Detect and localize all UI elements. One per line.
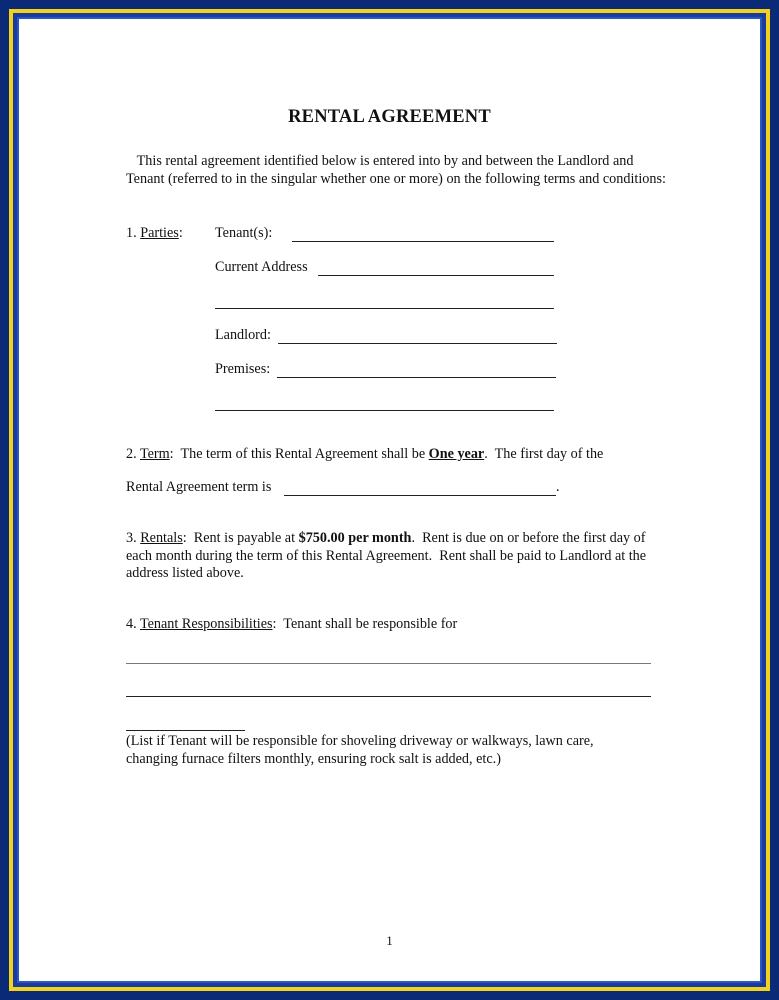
premises-blank-line-2[interactable] [215,410,554,411]
rentals-number: 3. [126,530,137,546]
intro-text: This rental agreement identified below is entered into by and between the Landlord and Tenant (referred to in the singular whether one or more) on the following terms and conditions: [126,153,666,187]
rentals-text-a: : Rent is payable at [182,530,299,546]
premises-label: Premises: [215,361,271,377]
term-end-period: . [556,479,560,495]
responsibilities-heading [126,616,457,633]
term-text-a: : The term of this Rental Agreement shall be [169,446,429,462]
current-address-label: Current Address [215,259,308,275]
responsibilities-title: Tenant Responsibilities [139,616,273,632]
term-text-b: . The first day of the [484,446,604,462]
responsibilities-text: : Tenant shall be responsible for [272,616,458,632]
landlord-blank-line[interactable] [278,343,557,344]
page-border-yellow [9,9,770,991]
current-address-blank-line-2[interactable] [215,308,554,309]
parties-heading [126,225,183,242]
responsibilities-blank-line-3[interactable] [126,730,245,731]
parties-colon: : [178,225,183,241]
document-title: RENTAL AGREEMENT [288,107,491,127]
term-paragraph [126,446,603,463]
page-border-inner [17,17,762,983]
tenant-blank-line[interactable] [292,241,554,242]
rentals-heading: Rentals [140,530,183,546]
responsibilities-blank-line-2[interactable] [126,696,651,697]
rentals-amount: $750.00 per month [298,530,412,546]
rentals-text-b: . Rent is due on or before the first day of each month during the term of this Rental Agreement. Rent shall be paid to Landlord at the address listed above. [126,530,650,581]
rentals-paragraph [126,530,671,583]
parties-number: 1. [126,225,137,241]
document-page [19,19,760,981]
responsibilities-number: 4. [126,616,137,632]
parties-title: Parties [140,225,179,241]
landlord-label: Landlord: [215,327,271,343]
term-duration: One year [428,446,485,462]
term-number: 2. [126,446,137,462]
tenant-label: Tenant(s): [215,225,273,241]
term-heading: Term [139,446,170,462]
intro-paragraph [126,153,671,188]
responsibilities-blank-line-1[interactable] [126,663,651,664]
current-address-blank-line[interactable] [318,275,554,276]
premises-blank-line[interactable] [277,377,556,378]
term-line2: Rental Agreement term is [126,479,272,495]
term-start-blank-line[interactable] [284,495,556,496]
page-number: 1 [386,933,393,948]
responsibilities-note: (List if Tenant will be responsible for shoveling driveway or walkways, lawn care, changing furnace filters monthly, ensuring rock salt is added, etc.) [126,733,594,767]
